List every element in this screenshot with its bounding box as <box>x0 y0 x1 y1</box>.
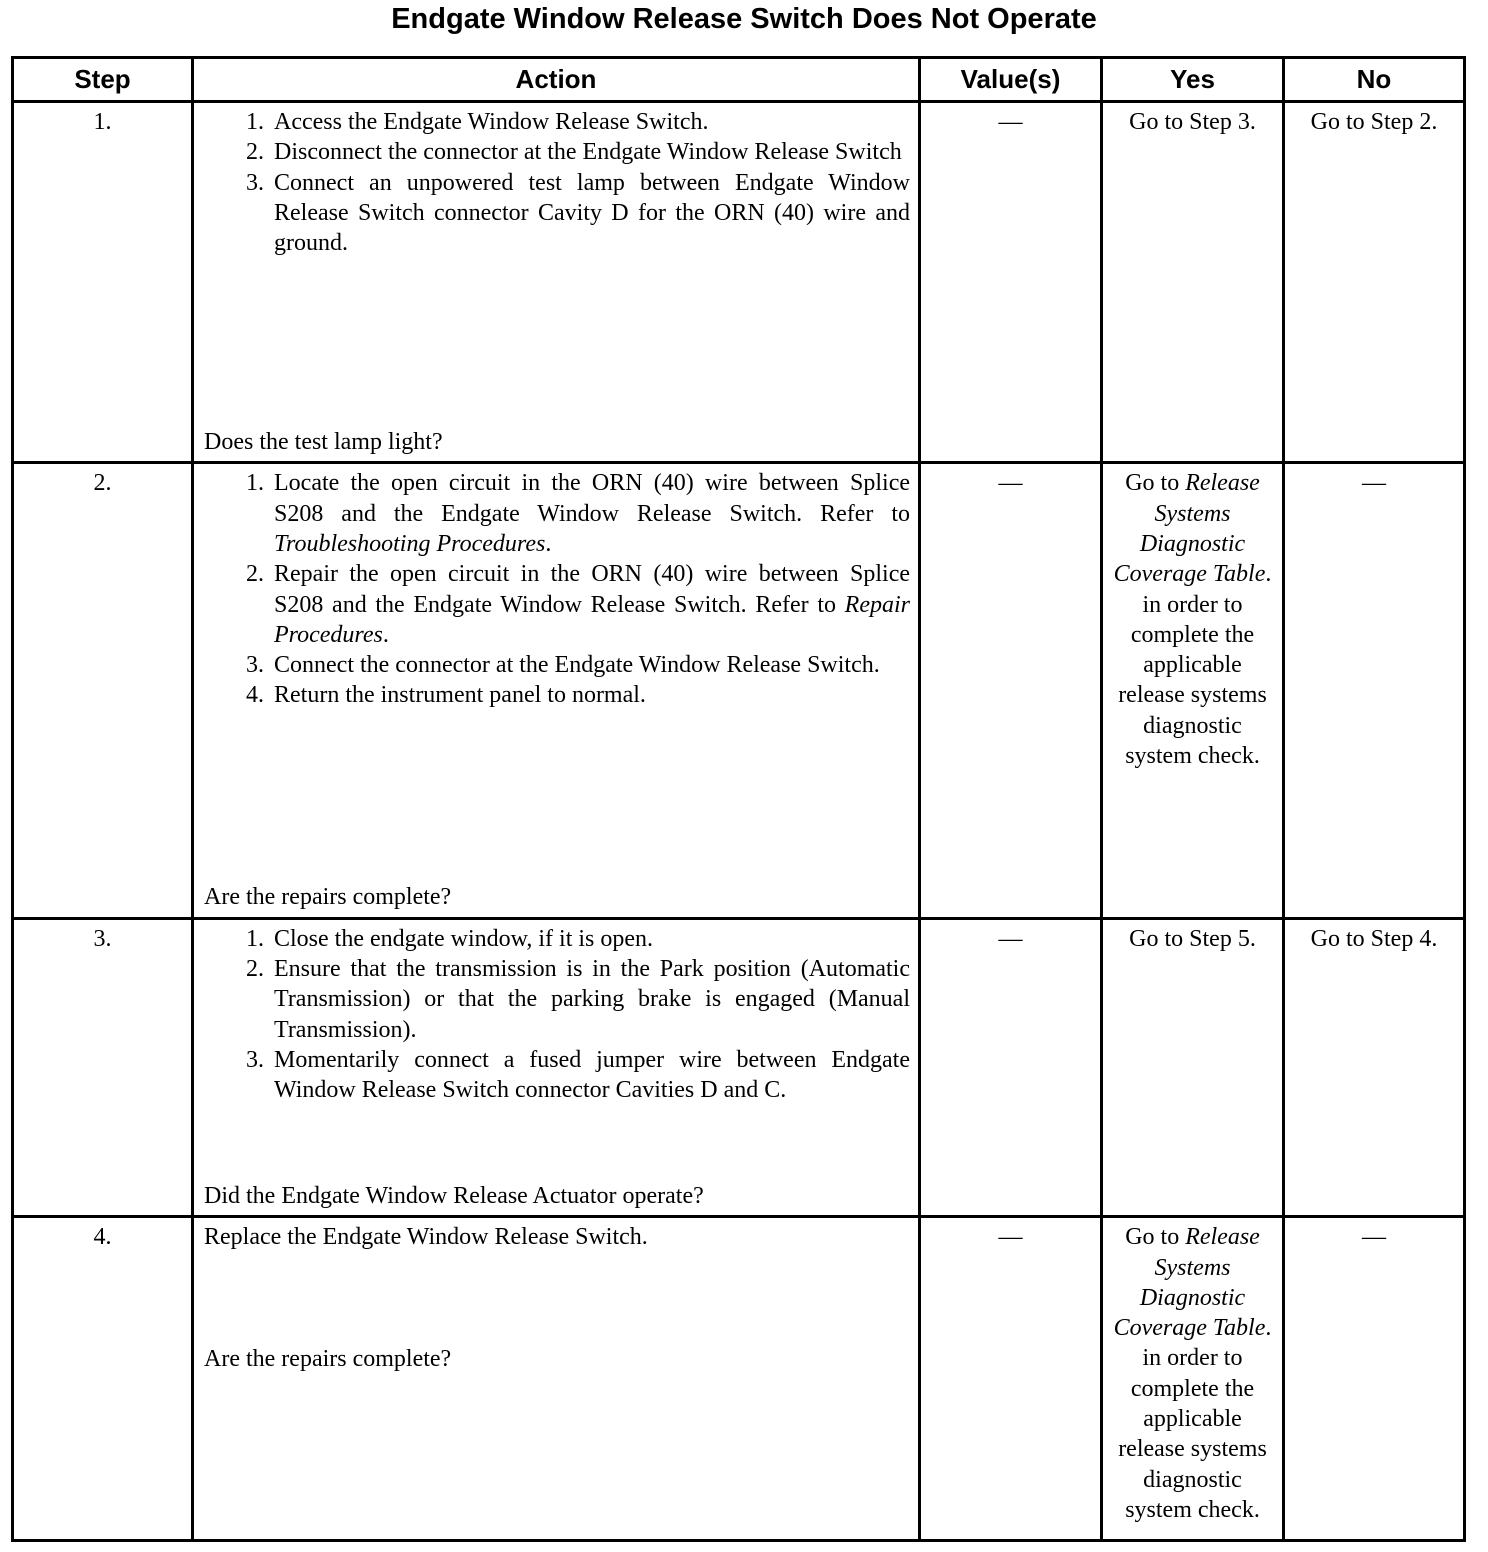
action-cell <box>193 463 920 918</box>
action-tail: . <box>545 530 552 557</box>
header-yes: Yes <box>1102 58 1284 102</box>
no-cell: — <box>1284 463 1465 918</box>
action-cell <box>193 918 920 1217</box>
step-number: 2. <box>13 463 193 918</box>
coverage-table-reference: Release Systems Diagnostic Coverage Table <box>1113 1224 1266 1342</box>
procedure-reference: Repair Procedures <box>274 591 910 648</box>
table-row <box>13 463 1465 918</box>
procedure-reference: Troubleshooting Procedures <box>274 530 546 557</box>
value-cell: — <box>920 918 1102 1217</box>
table-row <box>13 918 1465 1217</box>
yes-cell <box>1102 1217 1284 1541</box>
action-item: Replace the Endgate Window Release Switch. <box>204 1224 648 1251</box>
action-item: 3. Connect an unpowered test lamp between Endgate Window Release Switch connector Cavity D for the ORN (40) wire and ground. <box>270 168 910 259</box>
yes-cell: Go to Step 5. <box>1102 918 1284 1217</box>
table-row <box>13 102 1465 463</box>
yes-prefix: Go to <box>1125 1224 1186 1251</box>
header-row <box>13 58 1465 102</box>
action-item: 4. Return the instrument panel to normal. <box>270 680 910 710</box>
action-text: Repair the open circuit in the ORN (40) wire between Splice S208 and the Endgate Window Release Switch. Refer to <box>274 561 910 618</box>
action-cell <box>193 102 920 463</box>
diagnostic-table <box>11 56 1466 1542</box>
action-question: Are the repairs complete? <box>204 1345 452 1372</box>
action-item <box>270 468 910 559</box>
yes-suffix: . in order to complete the applicable release systems diagnostic system check. <box>1118 561 1272 769</box>
action-item: 2. Ensure that the transmission is in the Park position (Automatic Transmission) or that the parking brake is engaged (Manual Transmission). <box>270 954 910 1045</box>
no-cell: Go to Step 2. <box>1284 102 1465 463</box>
action-list <box>204 924 910 1106</box>
table-row <box>13 1217 1465 1541</box>
action-question: Did the Endgate Window Release Actuator operate? <box>204 1182 704 1209</box>
value-cell: — <box>920 102 1102 463</box>
yes-cell <box>1102 463 1284 918</box>
action-question: Are the repairs complete? <box>204 884 452 911</box>
action-item: 1. Access the Endgate Window Release Switch. <box>270 107 910 137</box>
yes-suffix: . in order to complete the applicable release systems diagnostic system check. <box>1118 1315 1272 1523</box>
coverage-table-reference: Release Systems Diagnostic Coverage Table <box>1113 470 1266 588</box>
step-number: 3. <box>13 918 193 1217</box>
no-cell: — <box>1284 1217 1465 1541</box>
action-cell <box>193 1217 920 1541</box>
header-action: Action <box>193 58 920 102</box>
action-tail: . <box>382 621 389 648</box>
action-item <box>270 559 910 650</box>
no-cell: Go to Step 4. <box>1284 918 1465 1217</box>
step-number: 1. <box>13 102 193 463</box>
action-item: 3. Momentarily connect a fused jumper wire between Endgate Window Release Switch connector Cavities D and C. <box>270 1045 910 1106</box>
action-list <box>204 107 910 258</box>
action-item: 1. Close the endgate window, if it is open. <box>270 924 910 954</box>
page-title: Endgate Window Release Switch Does Not Operate <box>391 3 1097 35</box>
header-step: Step <box>13 58 193 102</box>
yes-cell: Go to Step 3. <box>1102 102 1284 463</box>
header-values: Value(s) <box>920 58 1102 102</box>
step-number: 4. <box>13 1217 193 1541</box>
yes-prefix: Go to <box>1125 470 1186 497</box>
action-item: 3. Connect the connector at the Endgate Window Release Switch. <box>270 650 910 680</box>
value-cell: — <box>920 1217 1102 1541</box>
value-cell: — <box>920 463 1102 918</box>
action-text: Locate the open circuit in the ORN (40) wire between Splice S208 and the Endgate Window Release Switch. Refer to <box>274 470 910 527</box>
action-question: Does the test lamp light? <box>204 429 443 456</box>
action-list <box>204 468 910 710</box>
action-item: 2. Disconnect the connector at the Endgate Window Release Switch <box>270 137 910 167</box>
header-no: No <box>1284 58 1465 102</box>
